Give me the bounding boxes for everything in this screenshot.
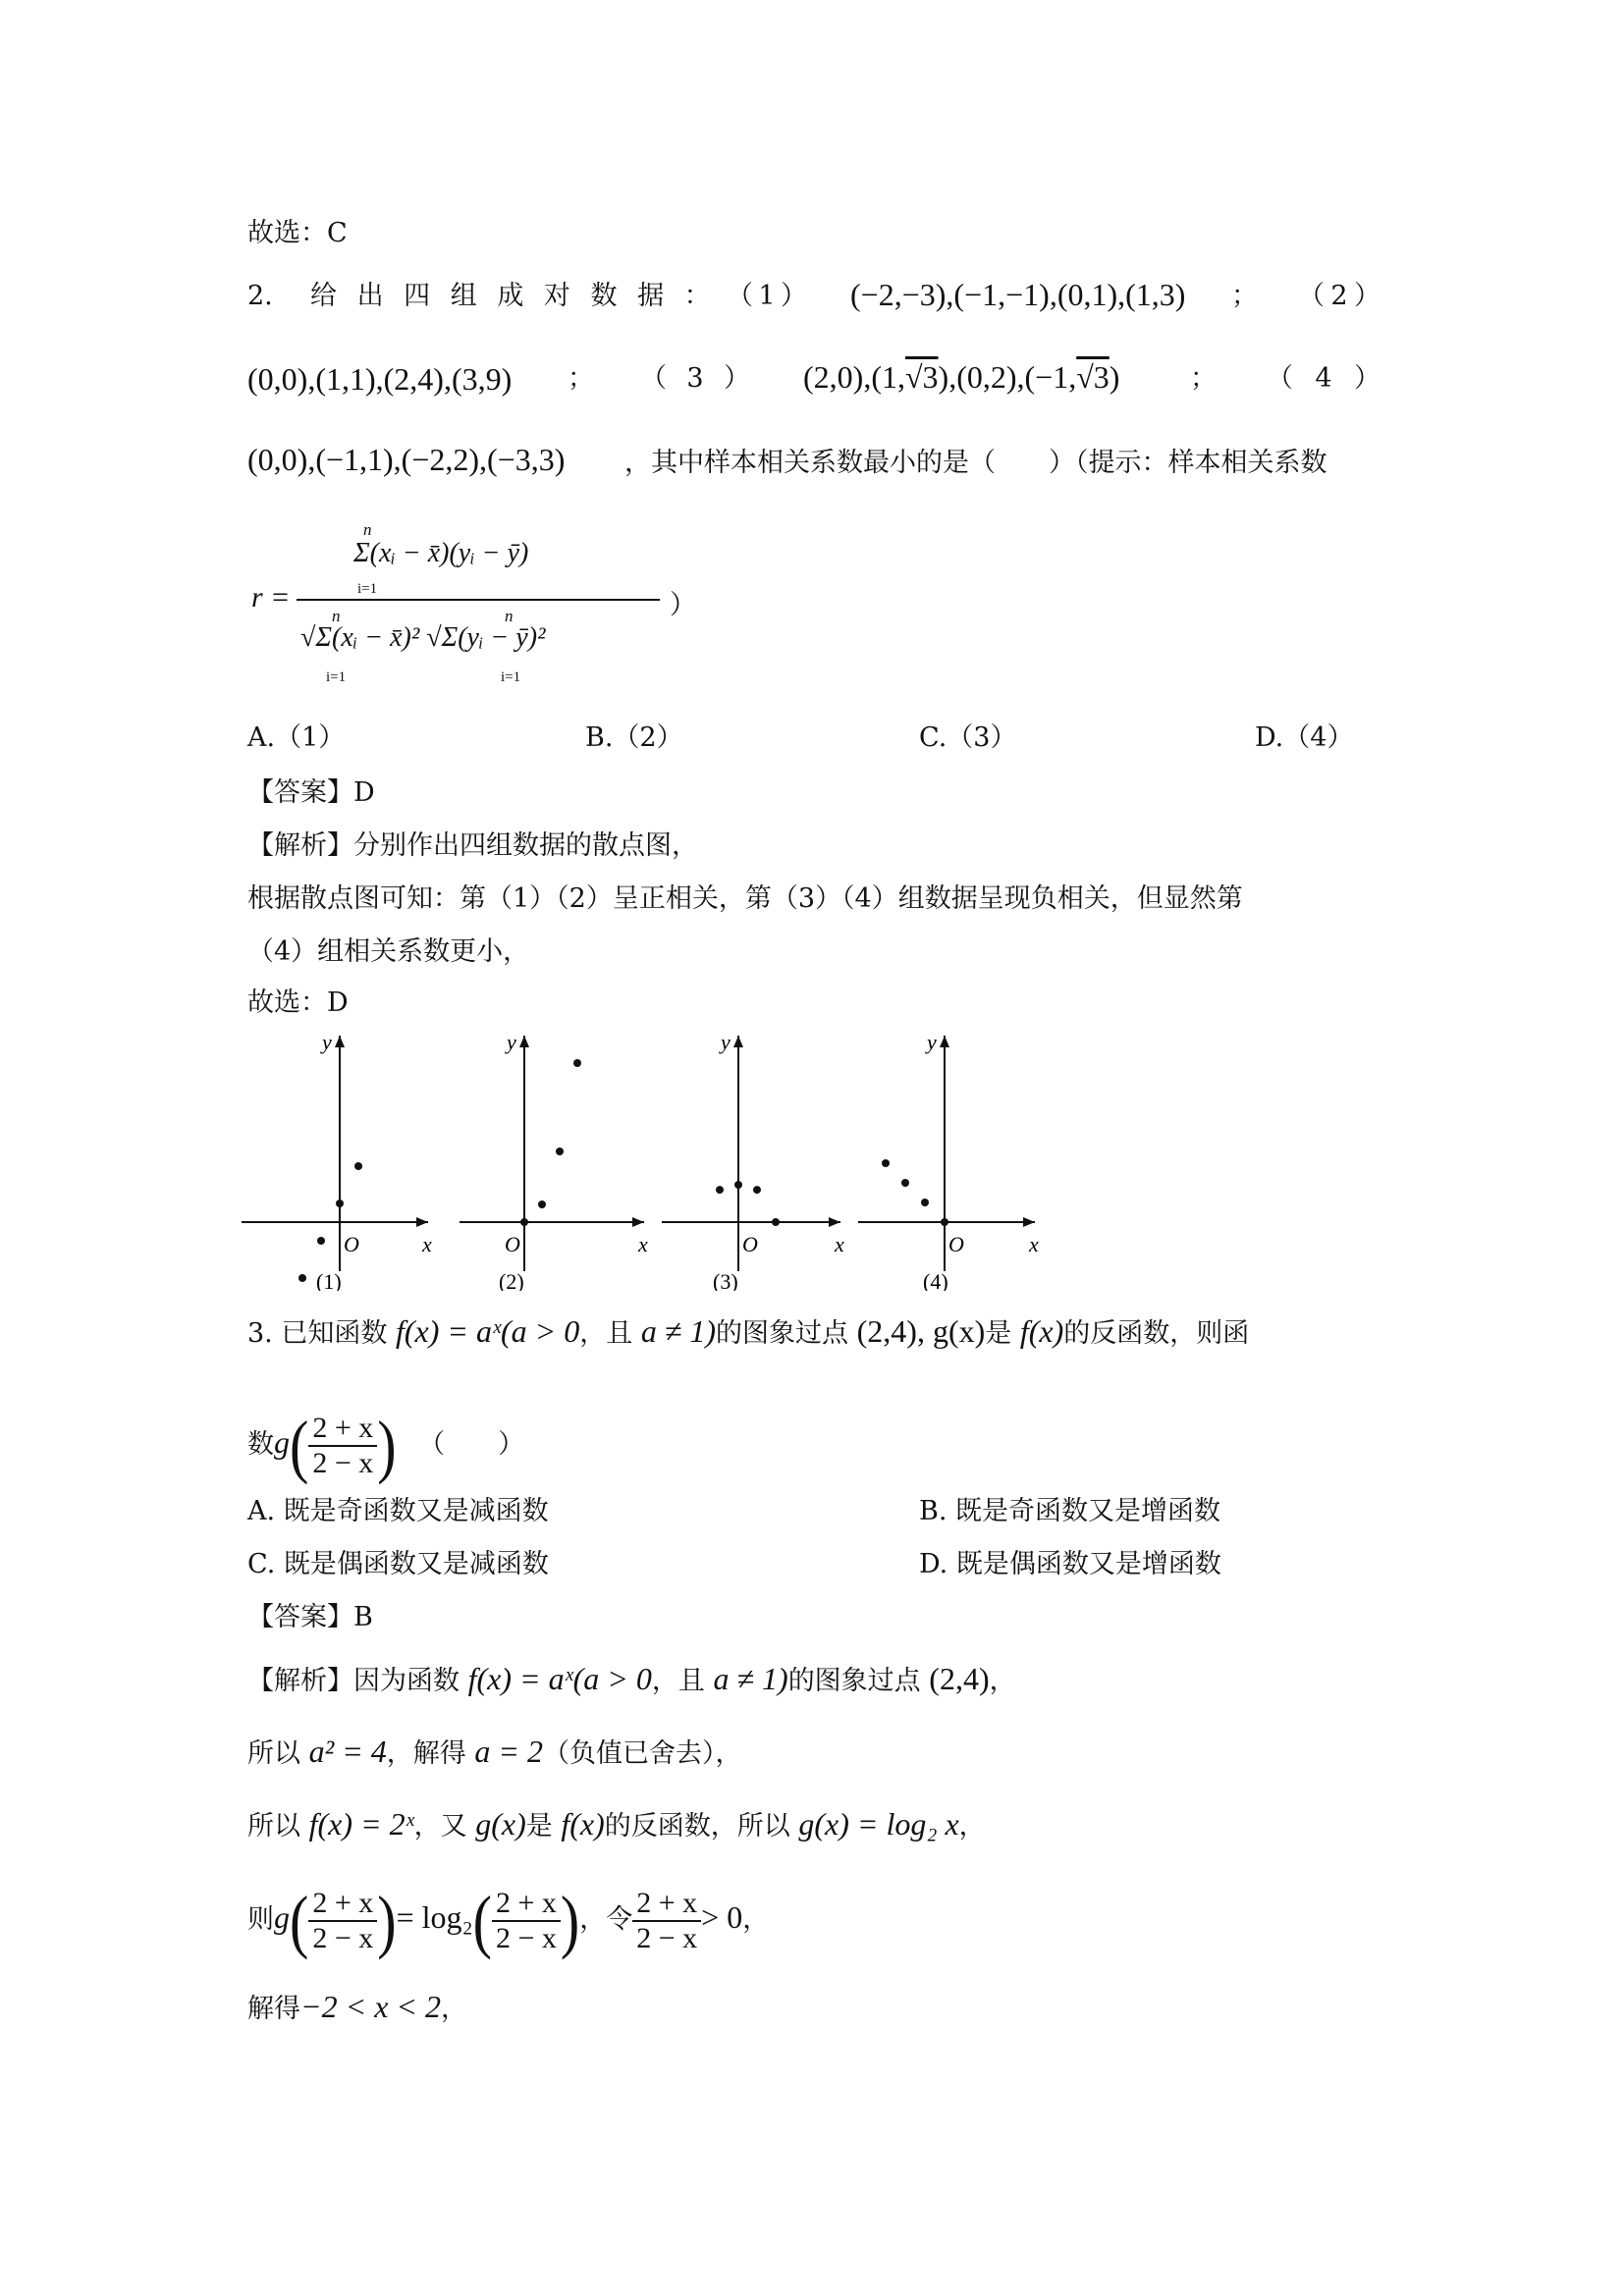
x-axis-arrow	[632, 1217, 644, 1227]
fraction-bar	[297, 599, 660, 601]
question-3-line-2: 数g( $\frac{2 + x}{2 - x}$ ) （ ）	[247, 1405, 525, 1485]
scatter-point	[298, 1274, 306, 1282]
analysis-line: 解得−2 < x < 2，	[247, 1989, 467, 2024]
y-axis-arrow	[733, 1036, 743, 1047]
scatter-point	[734, 1181, 742, 1189]
q3-option-b: B. 既是奇函数又是增函数	[919, 1496, 1221, 1526]
option-a: A.（1）	[247, 722, 346, 753]
scatter-point	[772, 1218, 780, 1226]
option-d: D.（4）	[1255, 722, 1354, 753]
q3-option-a: A. 既是奇函数又是减函数	[247, 1496, 549, 1526]
scatter-point	[901, 1179, 909, 1187]
scatter-plot-figure	[242, 1026, 1047, 1291]
data-set-4: (0,0),(−1,1),(−2,2),(−3,3)	[247, 442, 566, 477]
data-set-1: (−2,−3),(−1,−1),(0,1),(1,3)	[850, 277, 1186, 312]
sum-lower-limit: i=1	[357, 581, 378, 597]
x-axis-label: x	[1029, 1232, 1039, 1256]
scatter-point	[317, 1237, 325, 1245]
y-axis-label: y	[721, 1030, 731, 1054]
semicolon: ；	[1231, 281, 1258, 311]
scatter-point	[520, 1218, 528, 1226]
plot-caption: (1)	[316, 1269, 342, 1291]
y-axis-label: y	[507, 1030, 516, 1054]
y-axis-label: y	[927, 1030, 937, 1054]
scatter-plots	[242, 1026, 1047, 1291]
semicolon: ；	[1190, 363, 1217, 394]
formula-denominator: √Σ(xᵢ − x̄)² √Σ(yᵢ − ȳ)²	[300, 622, 546, 653]
analysis-line: （4）组相关系数更小，	[247, 936, 530, 967]
plot-caption: (3)	[713, 1269, 738, 1291]
formula-numerator: Σ(xᵢ − x̄)(yᵢ − ȳ)	[353, 538, 529, 568]
scatter-point	[716, 1186, 724, 1194]
sum-upper-limit: n	[332, 607, 341, 625]
item-marker-1: （ 1 ）	[727, 281, 807, 311]
option-b: B.（2）	[585, 722, 683, 753]
origin-label: O	[742, 1232, 758, 1256]
analysis-line: 【解析】因为函数 f(x) = aˣ(a > 0，且 a ≠ 1)的图象过点 (2,4)，	[247, 1661, 1016, 1696]
conclusion-line: 故选：C	[247, 218, 348, 248]
question-3-line: 3. 已知函数 f(x) = aˣ(a > 0，且 a ≠ 1)的图象过点 (2,4), g(x)是 f(x)的反函数，则函	[247, 1313, 1250, 1349]
analysis-line: 所以 a² = 4，解得 a = 2（负值已舍去），	[247, 1734, 742, 1769]
q3-option-c: C. 既是偶函数又是减函数	[247, 1549, 549, 1579]
scatter-point	[354, 1162, 362, 1170]
sum-upper-limit: n	[363, 520, 372, 539]
sum-lower-limit: i=1	[326, 669, 347, 685]
y-axis-arrow	[335, 1036, 345, 1047]
question-2-intro: 给 出 四 组 成 对 数 据 ：	[310, 281, 717, 311]
plot-caption: (2)	[499, 1269, 524, 1291]
x-axis-label: x	[835, 1232, 844, 1256]
correlation-formula	[247, 520, 699, 707]
formula-lhs: r =	[251, 581, 291, 614]
origin-label: O	[344, 1232, 359, 1256]
scatter-point	[921, 1199, 929, 1206]
item-marker-2: （ 2 ）	[1298, 281, 1380, 311]
question-2-number: 2.	[247, 281, 273, 311]
scatter-point	[941, 1218, 948, 1226]
analysis-line: 【解析】分别作出四组数据的散点图，	[247, 830, 698, 861]
answer-label: 【答案】D	[247, 777, 375, 808]
y-axis-arrow	[519, 1036, 529, 1047]
origin-label: O	[948, 1232, 964, 1256]
semicolon: ；	[568, 363, 594, 394]
analysis-line: 所以 f(x) = 2ˣ，又 g(x)是 f(x)的反函数，所以 g(x) = log₂ x，	[247, 1806, 986, 1842]
analysis-line: 根据散点图可知：第（1）（2）呈正相关，第（3）（4）组数据呈现负相关，但显然第	[247, 883, 1243, 914]
option-c: C.（3）	[919, 722, 1017, 753]
x-axis-arrow	[829, 1217, 840, 1227]
sum-lower-limit: i=1	[501, 669, 521, 685]
origin-label: O	[505, 1232, 520, 1256]
q3-option-d: D. 既是偶函数又是增函数	[919, 1549, 1221, 1579]
x-axis-arrow	[1023, 1217, 1035, 1227]
scatter-point	[573, 1059, 581, 1067]
analysis-line: 则g( $\frac{2 + x}{2 - x}$ )= log₂( $\frac{2 + x}{2 - x}$ )，令 $\frac{2 + x}{2 - x}$ > 0，	[247, 1880, 770, 1960]
scatter-point	[753, 1186, 761, 1194]
y-axis-label: y	[322, 1030, 332, 1054]
x-axis-arrow	[416, 1217, 428, 1227]
data-set-2: (0,0),(1,1),(2,4),(3,9)	[247, 361, 513, 397]
item-marker-3: （ 3 ）	[640, 363, 750, 394]
scatter-point	[336, 1200, 344, 1207]
conclusion-line: 故选：D	[247, 988, 349, 1018]
scatter-point	[556, 1148, 564, 1155]
answer-label: 【答案】B	[247, 1602, 373, 1632]
sum-upper-limit: n	[505, 607, 514, 625]
y-axis-arrow	[940, 1036, 949, 1047]
question-2-tail: ，其中样本相关系数最小的是（ ）（提示：样本相关系数	[624, 448, 1327, 478]
x-axis-label: x	[422, 1232, 432, 1256]
scatter-point	[538, 1201, 546, 1208]
data-set-3: (2,0),(1,√3),(0,2),(−1,√3)	[803, 359, 1120, 395]
x-axis-label: x	[638, 1232, 648, 1256]
plot-caption: (4)	[923, 1269, 948, 1291]
item-marker-4: （ 4 ）	[1267, 363, 1380, 394]
scatter-point	[882, 1159, 890, 1167]
formula-close-paren: ）	[670, 590, 696, 620]
